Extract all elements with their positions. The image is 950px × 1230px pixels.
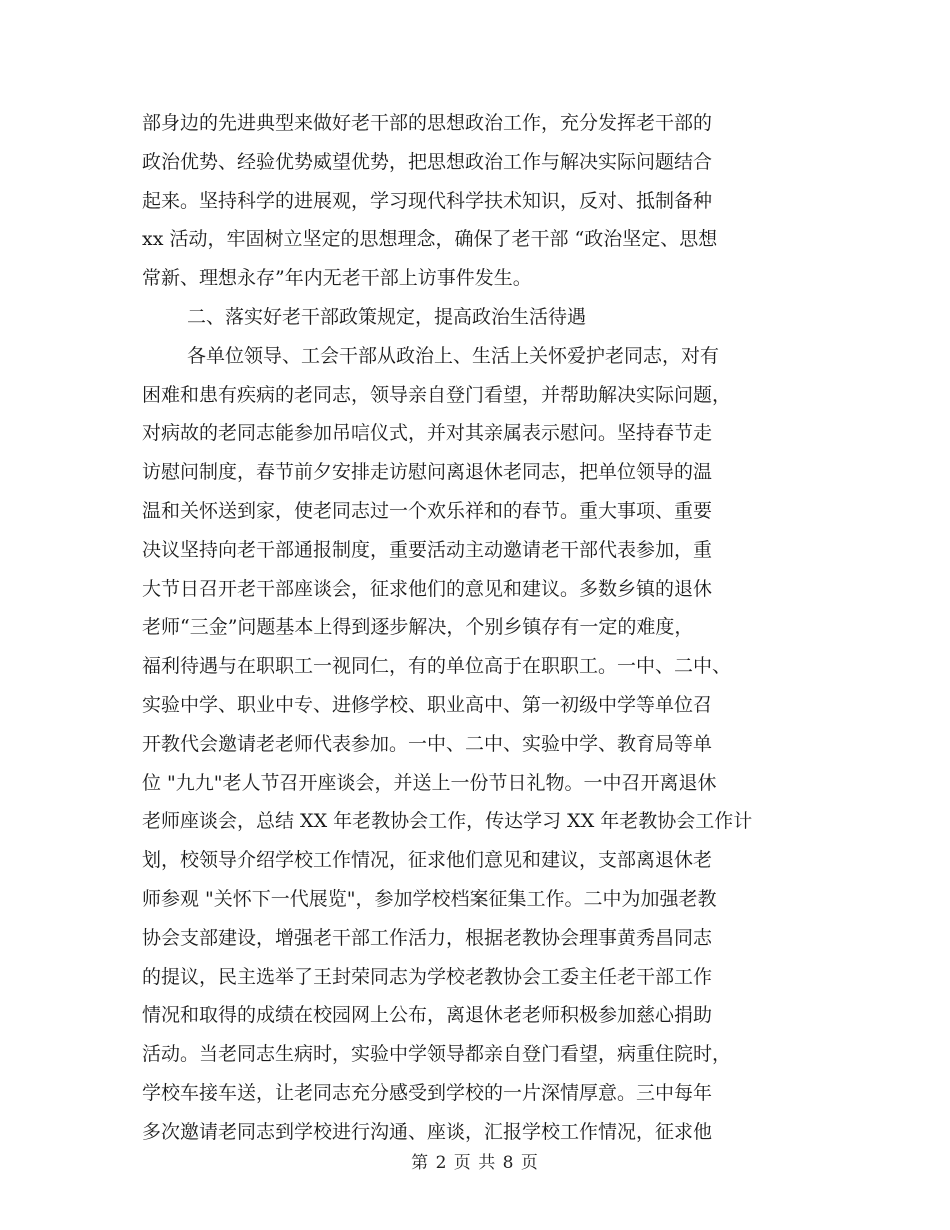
text-line: 政治优势、经验优势威望优势，把思想政治工作与解决实际问题结合 bbox=[142, 150, 713, 173]
text-line: 学校车接车送，让老同志充分感受到学校的一片深情厚意。三中每年 bbox=[142, 1081, 713, 1104]
text-line: 划，校领导介绍学校工作情况，征求他们意见和建议，支部离退休老 bbox=[142, 849, 713, 872]
text-line: xx 活动，牢固树立坚定的思想理念，确保了老干部 “政治坚定、思想 bbox=[142, 228, 718, 251]
text-line: 部身边的先进典型来做好老干部的思想政治工作，充分发挥老干部的 bbox=[142, 112, 713, 134]
text-line: 老师“三金”问题基本上得到逐步解决，个别乡镇存有一定的难度， bbox=[142, 616, 694, 639]
text-line: 实验中学、职业中专、进修学校、职业高中、第一初级中学等单位召 bbox=[142, 693, 713, 716]
text-line: 温和关怀送到家，使老同志过一个欢乐祥和的春节。重大事项、重要 bbox=[142, 499, 713, 522]
section-heading bbox=[142, 298, 822, 337]
text-line: 大节日召开老干部座谈会，征求他们的意见和建议。多数乡镇的退休 bbox=[142, 577, 713, 600]
text-line: 决议坚持向老干部通报制度，重要活动主动邀请老干部代表参加，重 bbox=[142, 538, 713, 561]
document-body bbox=[142, 104, 822, 1152]
paragraph bbox=[142, 337, 822, 1152]
text-line: 访慰问制度，春节前夕安排走访慰问离退休老同志，把单位领导的温 bbox=[142, 461, 713, 484]
text-line: 师参观 "关怀下一代展览"，参加学校档案征集工作。二中为加强老教 bbox=[142, 887, 717, 910]
text-line: 各单位领导、工会干部从政治上、生活上关怀爱护老同志，对有 bbox=[187, 344, 720, 367]
text-line: 对病故的老同志能参加吊唁仪式，并对其亲属表示慰问。坚持春节走 bbox=[142, 422, 713, 445]
text-line: 老师座谈会，总结 XX 年老教协会工作，传达学习 XX 年老教协会工作计 bbox=[142, 810, 753, 833]
text-line: 位 "九九"老人节召开座谈会，并送上一份节日礼物。一中召开离退休 bbox=[142, 771, 717, 794]
text-line: 情况和取得的成绩在校园网上公布，离退休老老师积极参加慈心捐助 bbox=[142, 1004, 713, 1027]
page-footer: 第 2 页 共 8 页 bbox=[411, 1153, 539, 1173]
text-line: 常新、理想永存”年内无老干部上访事件发生。 bbox=[142, 267, 532, 290]
text-line: 活动。当老同志生病时，实验中学领导都亲自登门看望，病重住院时， bbox=[142, 1043, 732, 1066]
text-line: 开教代会邀请老老师代表参加。一中、二中、实验中学、教育局等单 bbox=[142, 732, 713, 755]
text-line: 困难和患有疾病的老同志，领导亲自登门看望，并帮助解决实际问题， bbox=[142, 383, 732, 406]
text-line: 的提议，民主选举了王封荣同志为学校老教协会工委主任老干部工作 bbox=[142, 965, 713, 988]
text-line: 起来。坚持科学的进展观，学习现代科学扶术知识，反对、抵制备种 bbox=[142, 189, 713, 212]
text-line: 多次邀请老同志到学校进行沟通、座谈，汇报学校工作情况，征求他 bbox=[142, 1120, 713, 1143]
text-line: 二、落实好老干部政策规定，提高政治生活待遇 bbox=[187, 305, 587, 328]
text-line: 协会支部建设，增强老干部工作活力，根据老教协会理事黄秀昌同志 bbox=[142, 926, 713, 949]
text-line: 福利待遇与在职职工一视同仁，有的单位高于在职职工。一中、二中、 bbox=[142, 655, 732, 678]
paragraph bbox=[142, 104, 822, 298]
